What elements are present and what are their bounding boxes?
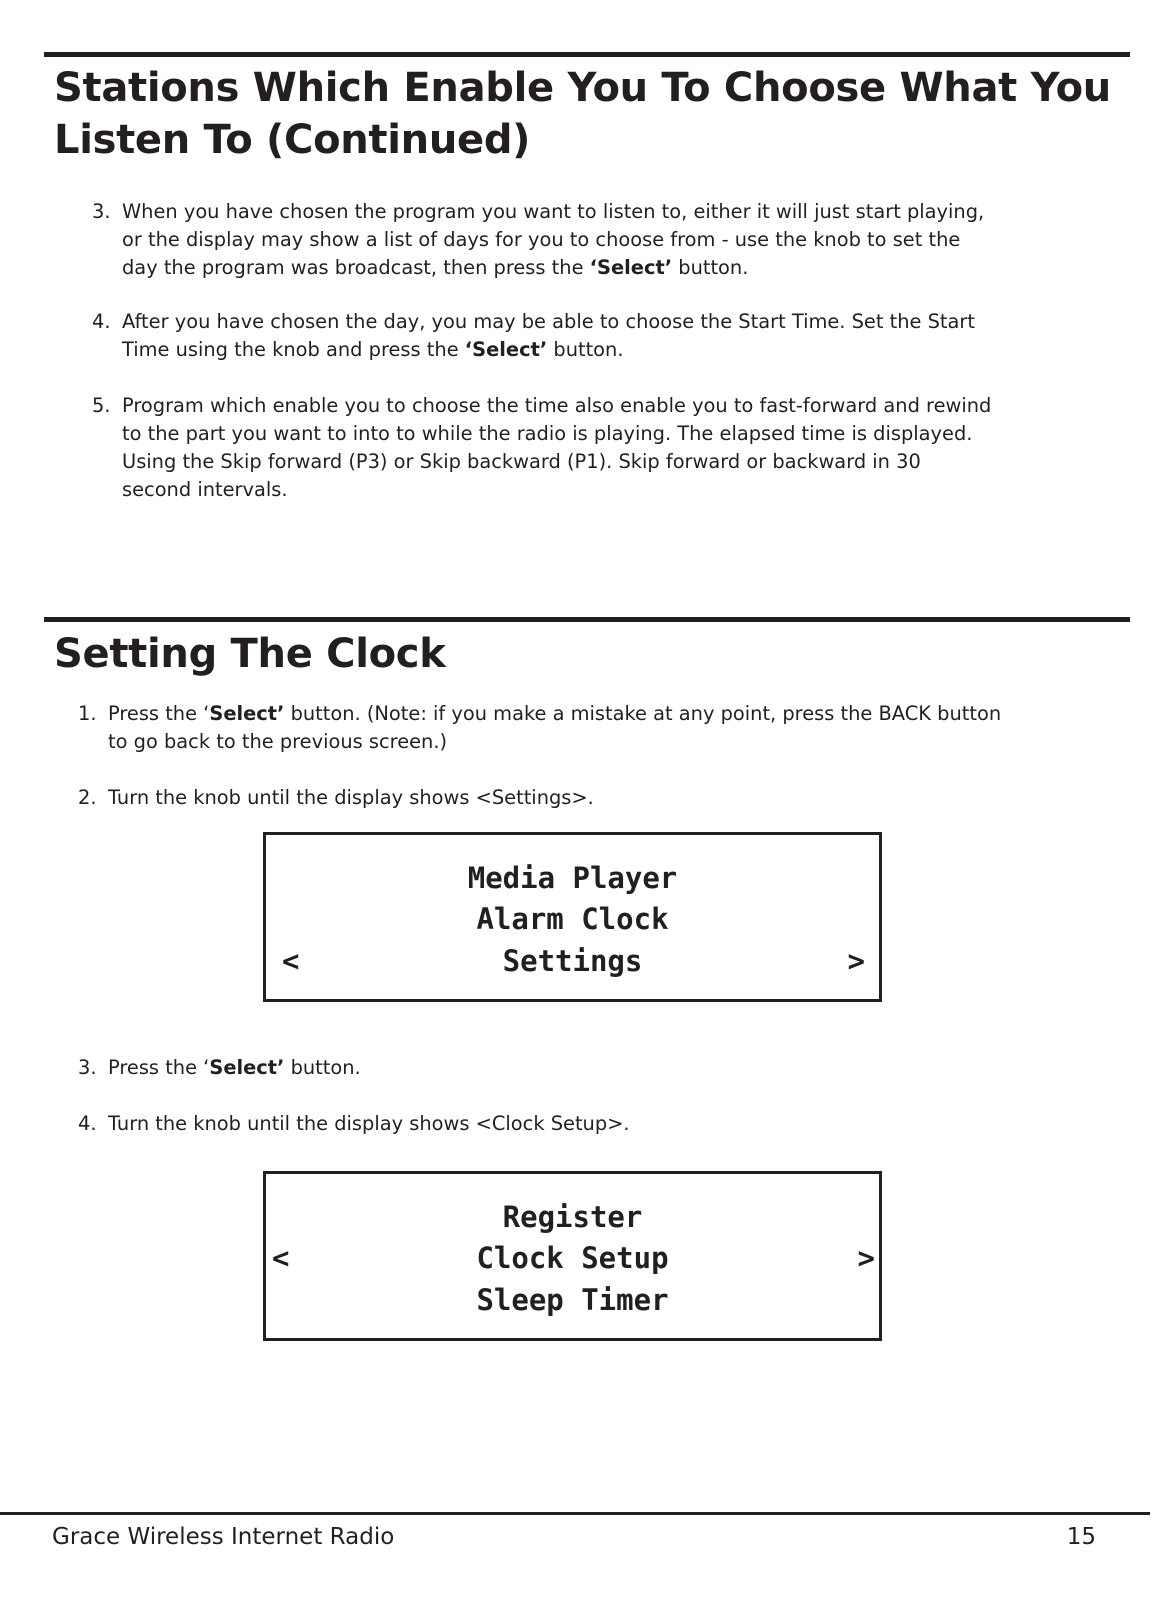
select-keyword: ‘Select’ [464,338,548,361]
section-rule-clock [44,617,1130,622]
select-keyword: ‘Select’ [589,256,673,279]
footer-rule [0,1512,1150,1515]
step-number: 3. [78,1056,97,1079]
title-line-1: Stations Which Enable You To Choose What You [54,65,1111,111]
step-text-line: to go back to the previous screen.) [108,730,448,753]
page-number: 15 [1066,1524,1096,1550]
lcd-display-settings [263,832,882,1002]
step-text-line: button. [284,1056,361,1079]
step-text-line: Press the ‘ [108,1056,210,1079]
step-text-line: Turn the knob until the display shows <Clock Setup>. [108,1112,630,1135]
lcd-line-clock-setup: Clock Setup [476,1241,669,1275]
step-text-line: After you have chosen the day, you may be able to choose the Start Time. Set the Start [122,310,975,333]
step-text-line: Using the Skip forward (P3) or Skip backward (P1). Skip forward or backward in 30 [122,450,921,473]
step-text-line: Turn the knob until the display shows <Settings>. [108,786,594,809]
step-number: 3. [92,200,111,223]
list-item-step-5 [92,392,1092,504]
lcd-right-arrow: > [857,1241,875,1275]
lcd-line-settings: Settings [502,944,643,978]
list-item-step-1 [78,700,1108,756]
lcd-line-alarm-clock: Alarm Clock [476,902,669,936]
list-item-step-3 [92,198,1092,282]
lcd-left-arrow: < [272,1241,290,1275]
step-text-line: button. [672,256,749,279]
lcd-left-arrow: < [282,944,300,978]
step-text-line: second intervals. [122,478,288,501]
list-item-step-4 [78,1110,1108,1138]
lcd-line-media-player: Media Player [467,861,678,895]
section-title-clock: Setting The Clock [54,631,446,677]
step-number: 1. [78,702,97,725]
title-line-2: Listen To (Continued) [54,117,531,163]
list-item-step-4 [92,308,1092,364]
step-text-line: Program which enable you to choose the time also enable you to fast-forward and rewind [122,394,992,417]
list-item-step-3 [78,1054,1108,1082]
lcd-display-clock-setup [263,1171,882,1341]
lcd-line-register: Register [502,1200,643,1234]
select-keyword: Select’ [209,702,285,725]
select-keyword: Select’ [209,1056,285,1079]
step-text-line: Time using the knob and press the [122,338,465,361]
lcd-right-arrow: > [847,944,865,978]
step-number: 4. [78,1112,97,1135]
footer-title: Grace Wireless Internet Radio [52,1524,395,1550]
step-text-line: to the part you want to into to while the radio is playing. The elapsed time is displayed. [122,422,973,445]
step-text-line: day the program was broadcast, then press the [122,256,590,279]
step-text-line: Press the ‘ [108,702,210,725]
step-number: 5. [92,394,111,417]
step-number: 2. [78,786,97,809]
step-text-line: button. (Note: if you make a mistake at any point, press the BACK button [284,702,1002,725]
step-number: 4. [92,310,111,333]
section-rule-top [44,52,1130,57]
step-text-line: or the display may show a list of days for you to choose from - use the knob to set the [122,228,961,251]
section-title-stations [54,62,1111,166]
step-text-line: When you have chosen the program you want to listen to, either it will just start playing, [122,200,985,223]
list-item-step-2 [78,784,1108,812]
step-text-line: button. [547,338,624,361]
lcd-line-sleep-timer: Sleep Timer [476,1283,669,1317]
